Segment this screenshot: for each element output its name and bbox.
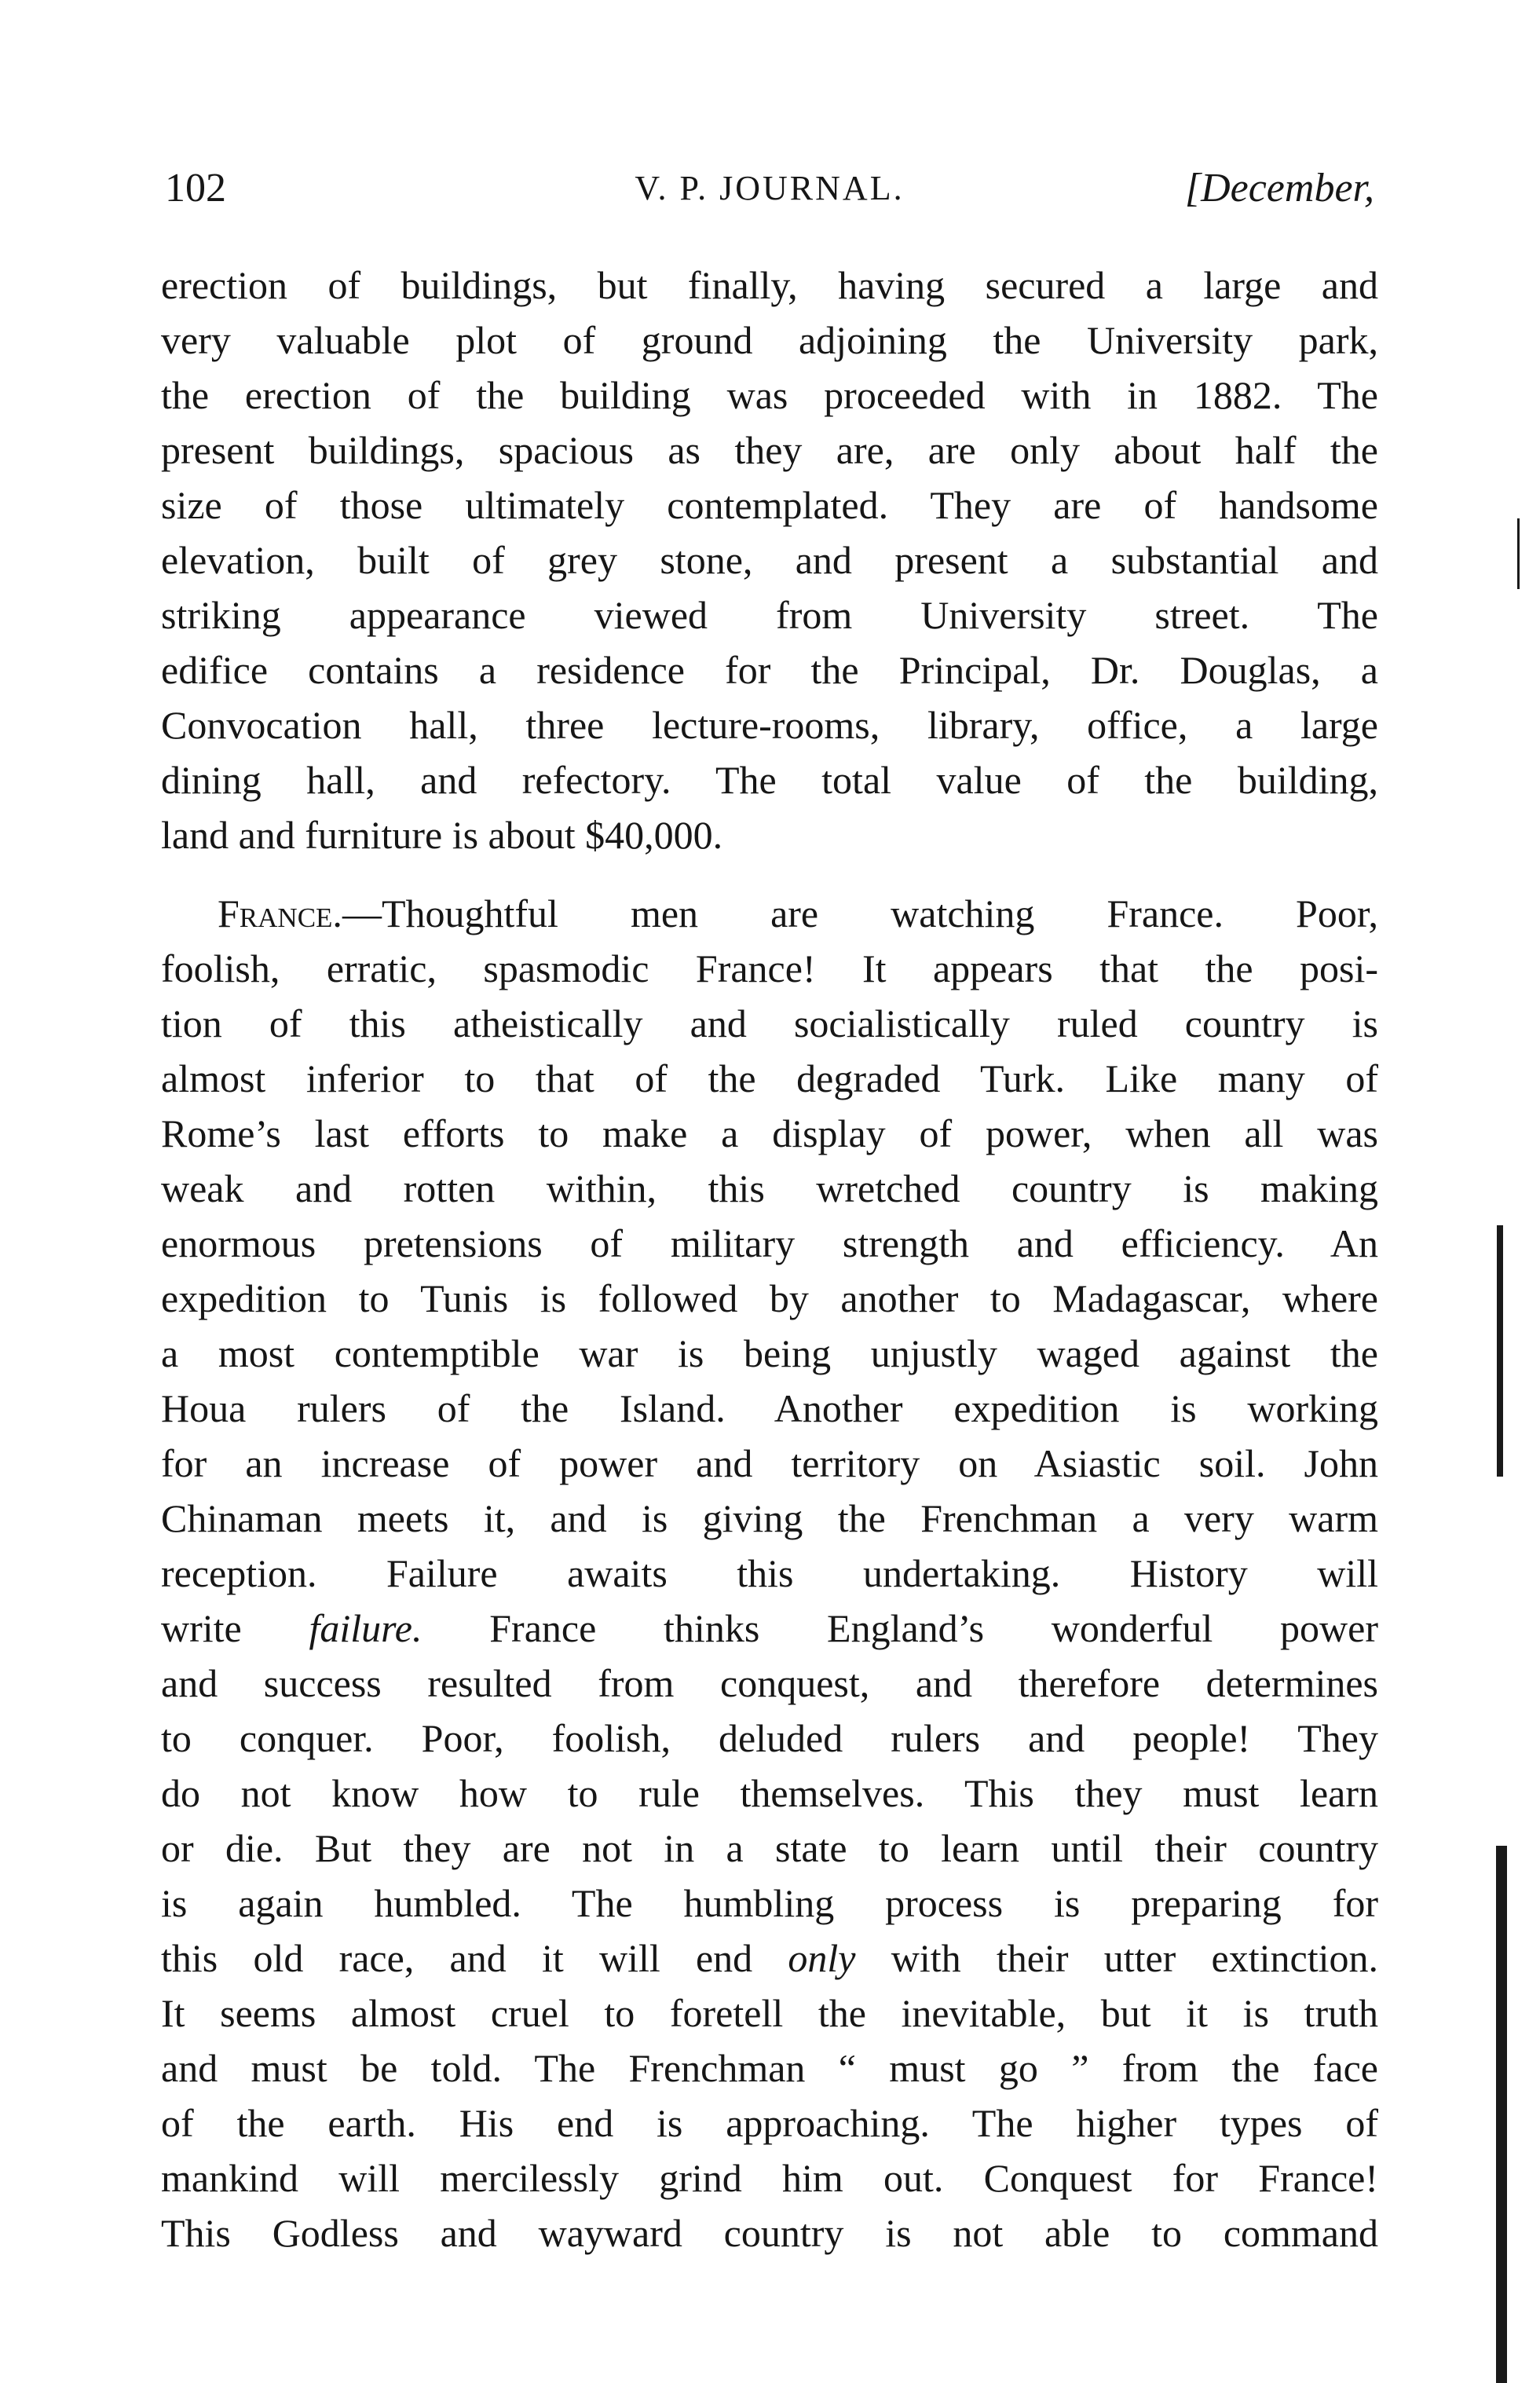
page-number: 102 <box>165 166 226 210</box>
text-line: Convocation hall, three lecture-rooms, library, office, a large <box>161 703 1378 747</box>
text-line: enormous pretensions of military strength and efficiency. An <box>161 1221 1378 1265</box>
text-line: foolish, erratic, spasmodic France! It appears that the posi- <box>161 946 1378 990</box>
text-line: striking appearance viewed from University street. The <box>161 593 1378 637</box>
journal-title: V. P. JOURNAL. <box>635 169 905 207</box>
text-line-heading <box>161 886 1378 941</box>
text-line: elevation, built of grey stone, and present a substantial and <box>161 538 1378 582</box>
text-line: weak and rotten within, this wretched country is making <box>161 1166 1378 1210</box>
text-line: dining hall, and refectory. The total value of the building, <box>161 758 1378 802</box>
text-line: expedition to Tunis is followed by another to Madagascar, where <box>161 1276 1378 1320</box>
line-text: this old race, and it will end <box>161 1936 788 1980</box>
text-line: reception. Failure awaits this undertaking. History will <box>161 1551 1378 1595</box>
text-line: Houa rulers of the Island. Another expedition is working <box>161 1386 1378 1430</box>
text-line: Chinaman meets it, and is giving the Frenchman a very warm <box>161 1496 1378 1540</box>
text-line: for an increase of power and territory on Asiastic soil. John <box>161 1441 1378 1485</box>
running-head-month: [December, <box>1184 166 1374 210</box>
text-line: erection of buildings, but finally, having secured a large and <box>161 263 1378 307</box>
italic-failure: failure. <box>309 1606 422 1650</box>
text-line: mankind will mercilessly grind him out. Conquest for France! <box>161 2156 1378 2200</box>
line-text: with their utter extinction. <box>855 1936 1378 1980</box>
line-text: write <box>161 1606 309 1650</box>
text-line: This Godless and wayward country is not able to command <box>161 2211 1378 2255</box>
text-line: or die. But they are not in a state to learn until their country <box>161 1826 1378 1870</box>
text-line: very valuable plot of ground adjoining the University park, <box>161 318 1378 362</box>
scan-edge-mark <box>1496 1846 1507 2383</box>
text-line: the erection of the building was proceeded with in 1882. The <box>161 373 1378 417</box>
text-line: a most contemptible war is being unjustly waged against the <box>161 1331 1378 1375</box>
section-heading: France. <box>218 891 342 935</box>
line-text: France thinks England’s wonderful power <box>422 1606 1378 1650</box>
text-line: Rome’s last efforts to make a display of power, when all was <box>161 1111 1378 1155</box>
italic-only: only <box>788 1936 856 1980</box>
scan-edge-mark <box>1517 518 1520 589</box>
paragraph-france <box>161 886 1378 2260</box>
text-line: land and furniture is about $40,000. <box>161 813 723 857</box>
text-line: is again humbled. The humbling process is preparing for <box>161 1881 1378 1925</box>
paragraph-building <box>161 258 1378 862</box>
scan-edge-mark <box>1497 1225 1503 1477</box>
text-line: size of those ultimately contemplated. They are of handsome <box>161 483 1378 527</box>
text-line: and must be told. The Frenchman “ must go ” from the face <box>161 2046 1378 2090</box>
text-line: present buildings, spacious as they are, are only about half the <box>161 428 1378 472</box>
text-line: of the earth. His end is approaching. The higher types of <box>161 2101 1378 2145</box>
text-line: edifice contains a residence for the Principal, Dr. Douglas, a <box>161 648 1378 692</box>
text-line: It seems almost cruel to foretell the inevitable, but it is truth <box>161 1991 1378 2035</box>
text-line: tion of this atheistically and socialistically ruled country is <box>161 1001 1378 1045</box>
text-line: and success resulted from conquest, and therefore determines <box>161 1661 1378 1705</box>
text-line: do not know how to rule themselves. This they must learn <box>161 1771 1378 1815</box>
text-line-failure <box>161 1601 1378 1656</box>
text-line: almost inferior to that of the degraded Turk. Like many of <box>161 1056 1378 1100</box>
heading-line-text: —Thoughtful men are watching France. Poor, <box>342 891 1378 935</box>
text-line-only <box>161 1931 1378 1986</box>
text-line: to conquer. Poor, foolish, deluded rulers and people! They <box>161 1716 1378 1760</box>
running-head <box>165 161 1374 216</box>
